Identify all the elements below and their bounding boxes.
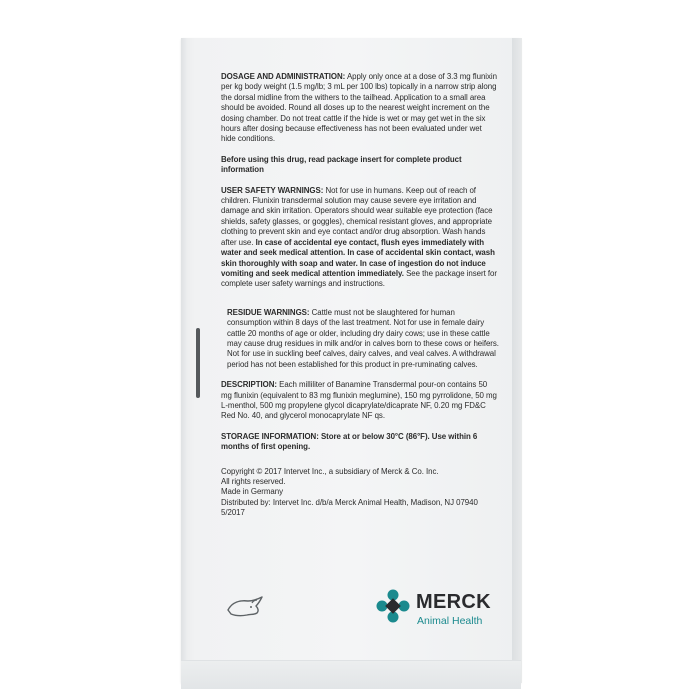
user-safety-body: Not for use in humans. Keep out of reach of children. Flunixin transdermal solution may cause severe eye irritation and damage and skin irritation. Operators should wear suitable eye protection (face shields, safety glasses, or goggles), chemical resistant gloves, and appropriate clothing to prevent skin and eye contact and/or drug absorption. Wash hands after use. (221, 185, 493, 247)
rights-line: All rights reserved. (221, 477, 286, 486)
user-safety-bold: In case of accidental eye contact, flush eyes immediately with water and seek medical attention. In case of accidental skin contact, wash skin thoroughly with soap and water. In case of ingestion do not induce vomiting and seek medical attention immediately. (221, 237, 495, 278)
origin-line: Made in Germany (221, 487, 283, 497)
panel-edge-shadow (181, 38, 187, 683)
dosage-body: Apply only once at a dose of 3.3 mg flunixin per kg body weight (1.5 mg/lb; 3 mL per 100 lbs) topically in a narrow strip along the dorsal midline from the withers to the tailhead. Application to a small area should be avoided. Round all doses up to the nearest weight increment on the dosing chamber. Do not treat cattle if the hide is wet or may get wet in the six hours after dosing because effectiveness has not been evaluated under wet hide conditions. (221, 72, 497, 144)
merck-wordmark: MERCK (416, 591, 491, 613)
merck-cross-icon (376, 589, 410, 623)
storage-body: Store at or below 30°C (86°F). Use within 6 months of first opening. (221, 431, 478, 452)
residue-body: Cattle must not be slaughtered for human consumption within 8 days of the last treatment. Not for use in female dairy cattle 20 months of age or older, including dry dairy cows; use in these cattle may cause drug residues in milk and/or in calves born to these cows or heifers. Not for use in suckling beef calves, dairy calves, and veal calves. A withdrawal period has not been established for this product in pre-ruminating calves. (227, 307, 499, 369)
package-bottom-flap (181, 660, 521, 689)
label-text (221, 72, 497, 519)
before-use-note: Before using this drug, read package insert for complete product information (221, 154, 462, 175)
package-side-edge (512, 38, 522, 683)
animal-health-label: Animal Health (417, 615, 483, 627)
user-safety-section (221, 186, 497, 290)
cow-head-icon (222, 588, 270, 624)
date-line: 5/2017 (221, 508, 245, 518)
dosage-heading: DOSAGE AND ADMINISTRATION: (221, 72, 346, 81)
description-body: Each milliliter of Banamine Transdermal pour-on contains 50 mg flunixin (equivalent to 83 mg flunixin meglumine), 150 mg pyrrolidone, 50 mg L-menthol, 500 mg propylene glycol dicaprylate/dicaprate NF, 0.20 mg FD&C Red No. 40, and glycerol monocaprylate NF qs. (221, 380, 497, 421)
copyright-line: Copyright © 2017 Intervet Inc., a subsidiary of Merck & Co. Inc. (221, 466, 439, 476)
residue-section (227, 308, 499, 370)
dosage-section (221, 72, 497, 145)
description-heading: DESCRIPTION: (221, 380, 277, 390)
description-section (221, 380, 497, 422)
storage-section (221, 432, 497, 453)
user-safety-heading: USER SAFETY WARNINGS: (221, 185, 324, 195)
residue-heading: RESIDUE WARNINGS: (227, 307, 310, 317)
copyright-block (221, 467, 497, 519)
storage-heading: STORAGE INFORMATION: (221, 431, 319, 441)
residue-bracket (196, 328, 200, 398)
user-safety-body-2: See the package insert for complete user safety warnings and instructions. (221, 268, 497, 289)
merck-logo (376, 588, 506, 628)
distributor-line: Distributed by: Intervet Inc. d/b/a Merck Animal Health, Madison, NJ 07940 (221, 497, 478, 507)
